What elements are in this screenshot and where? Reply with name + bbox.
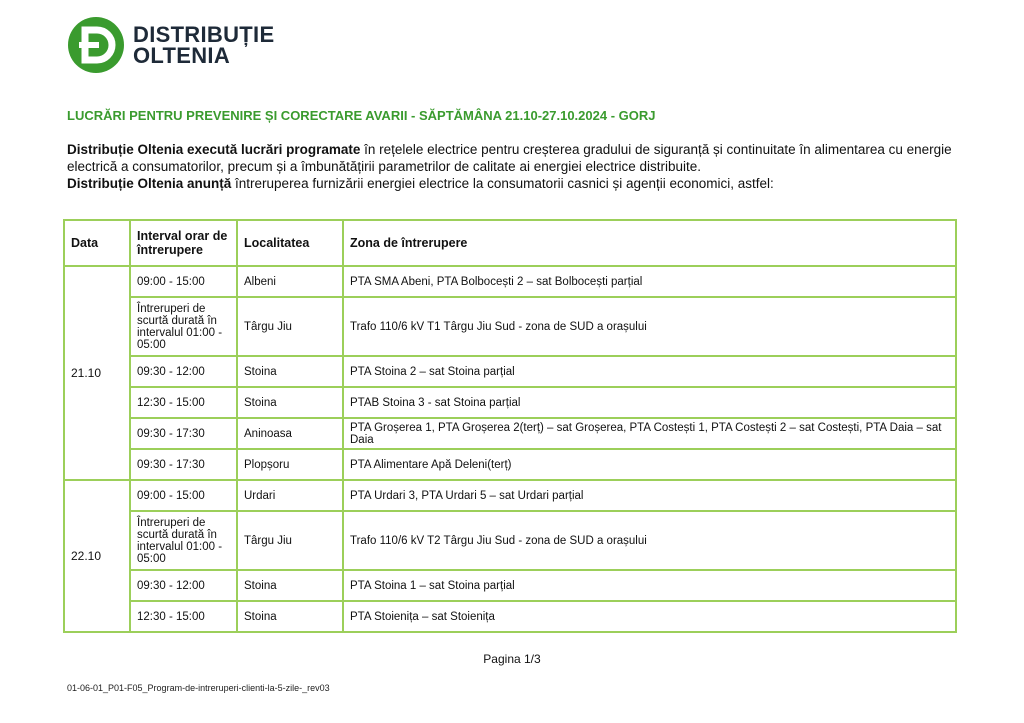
page-number: Pagina 1/3 [483, 652, 541, 666]
interval-cell: 09:30 - 17:30 [130, 449, 237, 480]
interval-cell: 12:30 - 15:00 [130, 387, 237, 418]
intro-p1-rest: în rețelele electrice pentru creșterea gradului de siguranță și continuitate în alimentarea cu energie electrică a consumatorilor, precum și a îmbunătățirii parametrilor de calitate ai energiei electrice distribuite. [67, 142, 952, 174]
table-row [64, 387, 956, 418]
locality-cell: Stoina [237, 387, 343, 418]
interval-cell: 09:30 - 17:30 [130, 418, 237, 449]
interval-cell: 09:00 - 15:00 [130, 266, 237, 297]
interval-cell: Întreruperi de scurtă durată în intervalul 01:00 - 05:00 [130, 297, 237, 356]
zone-cell: PTA Stoina 2 – sat Stoina parțial [343, 356, 956, 387]
locality-cell: Stoina [237, 356, 343, 387]
page-heading: LUCRĂRI PENTRU PREVENIRE ȘI CORECTARE AVARII - SĂPTĂMÂNA 21.10-27.10.2024 - GORJ [67, 108, 656, 123]
table-row [64, 266, 956, 297]
table-row [64, 570, 956, 601]
zone-cell: PTA Alimentare Apă Deleni(terț) [343, 449, 956, 480]
intro-p2-bold: Distribuție Oltenia anunță [67, 176, 232, 191]
zone-cell: PTA Groșerea 1, PTA Groșerea 2(terț) – sat Groșerea, PTA Costești 1, PTA Costești 2 – sat Costești, PTA Daia – sat Daia [343, 418, 956, 449]
table-row [64, 449, 956, 480]
interruption-schedule-table [63, 219, 957, 633]
interval-cell: 09:30 - 12:00 [130, 570, 237, 601]
locality-cell: Urdari [237, 480, 343, 511]
intro-p1-bold: Distribuție Oltenia execută lucrări programate [67, 142, 361, 157]
table-header-row [64, 220, 956, 266]
distributie-oltenia-logo-icon [67, 16, 125, 74]
interval-cell: 12:30 - 15:00 [130, 601, 237, 632]
table-row [64, 480, 956, 511]
intro-paragraph-2 [67, 175, 967, 192]
locality-cell: Târgu Jiu [237, 297, 343, 356]
zone-cell: PTA Urdari 3, PTA Urdari 5 – sat Urdari parțial [343, 480, 956, 511]
locality-cell: Târgu Jiu [237, 511, 343, 570]
table-row [64, 418, 956, 449]
interval-cell: 09:00 - 15:00 [130, 480, 237, 511]
locality-cell: Albeni [237, 266, 343, 297]
zone-cell: Trafo 110/6 kV T2 Târgu Jiu Sud - zona de SUD a orașului [343, 511, 956, 570]
header-zone: Zona de întrerupere [343, 220, 956, 266]
table-row [64, 601, 956, 632]
intro-text [67, 141, 967, 192]
table-row [64, 511, 956, 570]
interval-cell: Întreruperi de scurtă durată în intervalul 01:00 - 05:00 [130, 511, 237, 570]
header-locality: Localitatea [237, 220, 343, 266]
interval-cell: 09:30 - 12:00 [130, 356, 237, 387]
header-date: Data [64, 220, 130, 266]
date-cell: 21.10 [64, 266, 130, 480]
zone-cell: PTA Stoina 1 – sat Stoina parțial [343, 570, 956, 601]
zone-cell: PTAB Stoina 3 - sat Stoina parțial [343, 387, 956, 418]
company-logo [67, 16, 274, 74]
locality-cell: Plopșoru [237, 449, 343, 480]
date-cell: 22.10 [64, 480, 130, 632]
logo-line-1: DISTRIBUȚIE [133, 22, 275, 47]
zone-cell: PTA SMA Abeni, PTA Bolbocești 2 – sat Bolbocești parțial [343, 266, 956, 297]
locality-cell: Stoina [237, 601, 343, 632]
locality-cell: Aninoasa [237, 418, 343, 449]
zone-cell: PTA Stoienița – sat Stoienița [343, 601, 956, 632]
header-interval: Interval orar de întrerupere [130, 220, 237, 266]
zone-cell: Trafo 110/6 kV T1 Târgu Jiu Sud - zona de SUD a orașului [343, 297, 956, 356]
table-row [64, 356, 956, 387]
logo-line-2: OLTENIA [133, 43, 231, 68]
intro-paragraph-1 [67, 141, 967, 175]
table-row [64, 297, 956, 356]
logo-wordmark [133, 24, 274, 66]
document-code: 01-06-01_P01-F05_Program-de-intreruperi-clienti-la-5-zile-_rev03 [67, 683, 330, 693]
intro-p2-rest: întreruperea furnizării energiei electrice la consumatorii casnici și agenții economici, astfel: [231, 176, 774, 191]
locality-cell: Stoina [237, 570, 343, 601]
